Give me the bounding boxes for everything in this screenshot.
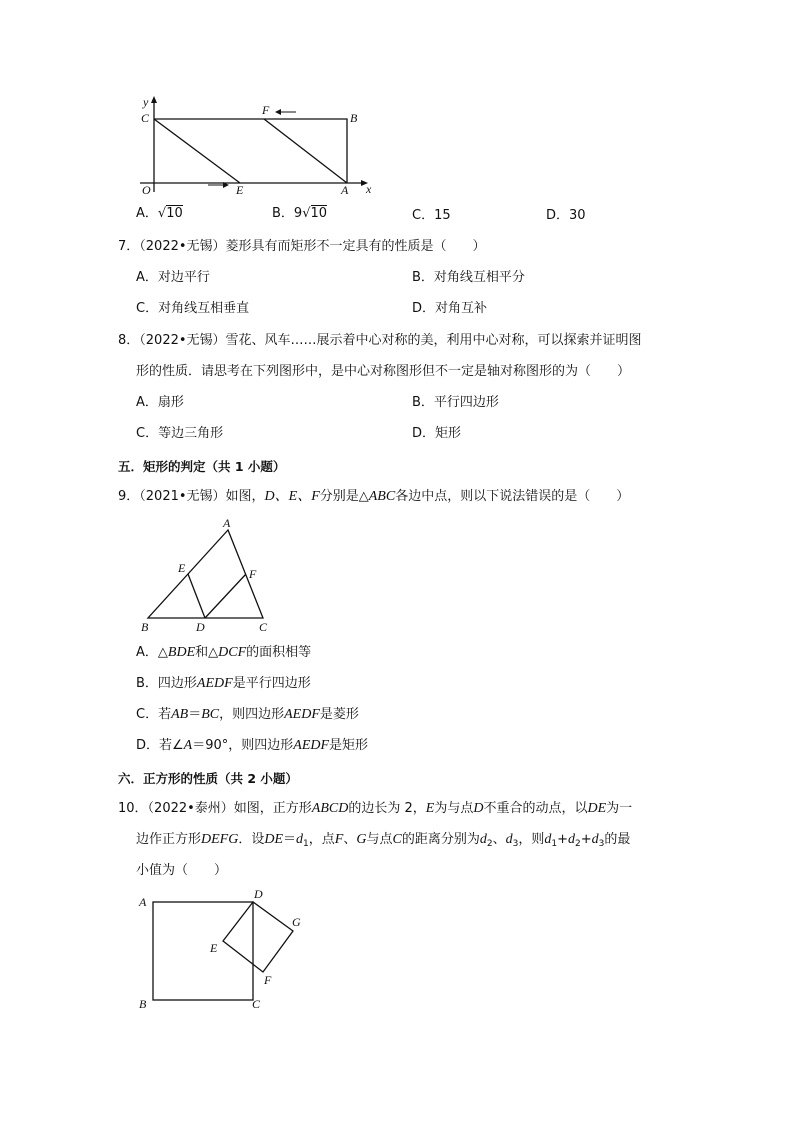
q6-option-d: D．30 [546, 208, 586, 223]
q8-stem-line2: 形的性质．请思考在下列图形中，是中心对称图形但不一定是轴对称图形的为（ ） [136, 364, 631, 379]
q10-figure [134, 884, 314, 1016]
label-d: D [254, 887, 263, 901]
segment-fa [264, 119, 347, 183]
radicand: 10 [166, 206, 183, 221]
q8-option-b: B．平行四边形 [412, 395, 499, 410]
label-b: B [350, 111, 358, 125]
q8-option-d: D．矩形 [412, 426, 462, 441]
label-e: E [210, 941, 218, 955]
label-d: D [196, 620, 205, 634]
q8-stem-line1: 8．（2022•无锡）雪花、风车……展示着中心对称的美，利用中心对称，可以探索并证明图 [118, 333, 642, 348]
q6-figure [130, 92, 390, 198]
radicand: 10 [310, 206, 328, 221]
label-o: O [142, 183, 151, 197]
label-a: A [341, 183, 349, 197]
label-c: C [141, 111, 150, 125]
square-defg [223, 902, 293, 972]
rectangle-obac [154, 119, 347, 183]
label-f: F [249, 567, 257, 581]
q9-option-d: D．若∠A＝90°，则四边形AEDF是矩形 [136, 738, 369, 753]
sqrt-symbol: √ [302, 206, 311, 221]
q9-figure [138, 514, 278, 636]
label-e: E [178, 561, 186, 575]
label-a: A [139, 895, 147, 909]
segment-df [205, 574, 246, 618]
label-b: B [139, 997, 147, 1011]
section-5-heading: 五．矩形的判定（共 1 小题） [118, 459, 286, 474]
q9-option-a: A．△BDE和△DCF的面积相等 [136, 645, 312, 660]
q9-option-b: B．四边形AEDF是平行四边形 [136, 676, 311, 691]
q10-stem-line2: 边作正方形DEFG．设$DE=d_1$，点F、G与点C的距离分别为$d_2$、$d_3$，则$d_1+d_2+d_3$的最 [136, 832, 631, 849]
label-c: C [252, 997, 261, 1011]
q9-option-c: C．若AB＝BC，则四边形AEDF是菱形 [136, 707, 359, 722]
label-g: G [292, 915, 301, 929]
y-axis-arrow [151, 96, 157, 103]
q6-option-a: A．√10 [136, 206, 183, 221]
segment-ed [188, 574, 205, 618]
label-a: A [223, 516, 231, 530]
q6-option-b: B．9√10 [272, 206, 328, 221]
q8-option-a: A．扇形 [136, 395, 184, 410]
segment-ce [154, 119, 240, 183]
q8-option-c: C．等边三角形 [136, 426, 224, 441]
label-f: F [262, 103, 270, 117]
label-c: C [259, 620, 268, 634]
q7-stem: 7．（2022•无锡）菱形具有而矩形不一定具有的性质是（ ） [118, 239, 486, 254]
square-abcd [153, 902, 253, 1000]
label-b: B [141, 620, 149, 634]
q7-option-d: D．对角互补 [412, 301, 488, 316]
section-6-heading: 六．正方形的性质（共 2 小题） [118, 771, 298, 786]
arrow-f-head [275, 109, 281, 115]
label-f: F [264, 973, 272, 987]
label-e: E [236, 183, 244, 197]
label-y: y [143, 95, 149, 109]
q7-option-c: C．对角线互相垂直 [136, 301, 250, 316]
sqrt-symbol: √ [157, 206, 167, 221]
q7-option-a: A．对边平行 [136, 270, 210, 285]
q10-stem-line1: 10．（2022•泰州）如图，正方形ABCD的边长为 2，E为与点D不重合的动点，以DE为一 [118, 801, 633, 816]
q10-stem-line3: 小值为（ ） [136, 863, 228, 878]
q6-option-c: C．15 [412, 208, 451, 223]
label-x: x [366, 182, 372, 196]
q9-stem: 9．（2021•无锡）如图，D、E、F分别是△ABC各边中点，则以下说法错误的是（ ） [118, 489, 630, 504]
q7-option-b: B．对角线互相平分 [412, 270, 525, 285]
